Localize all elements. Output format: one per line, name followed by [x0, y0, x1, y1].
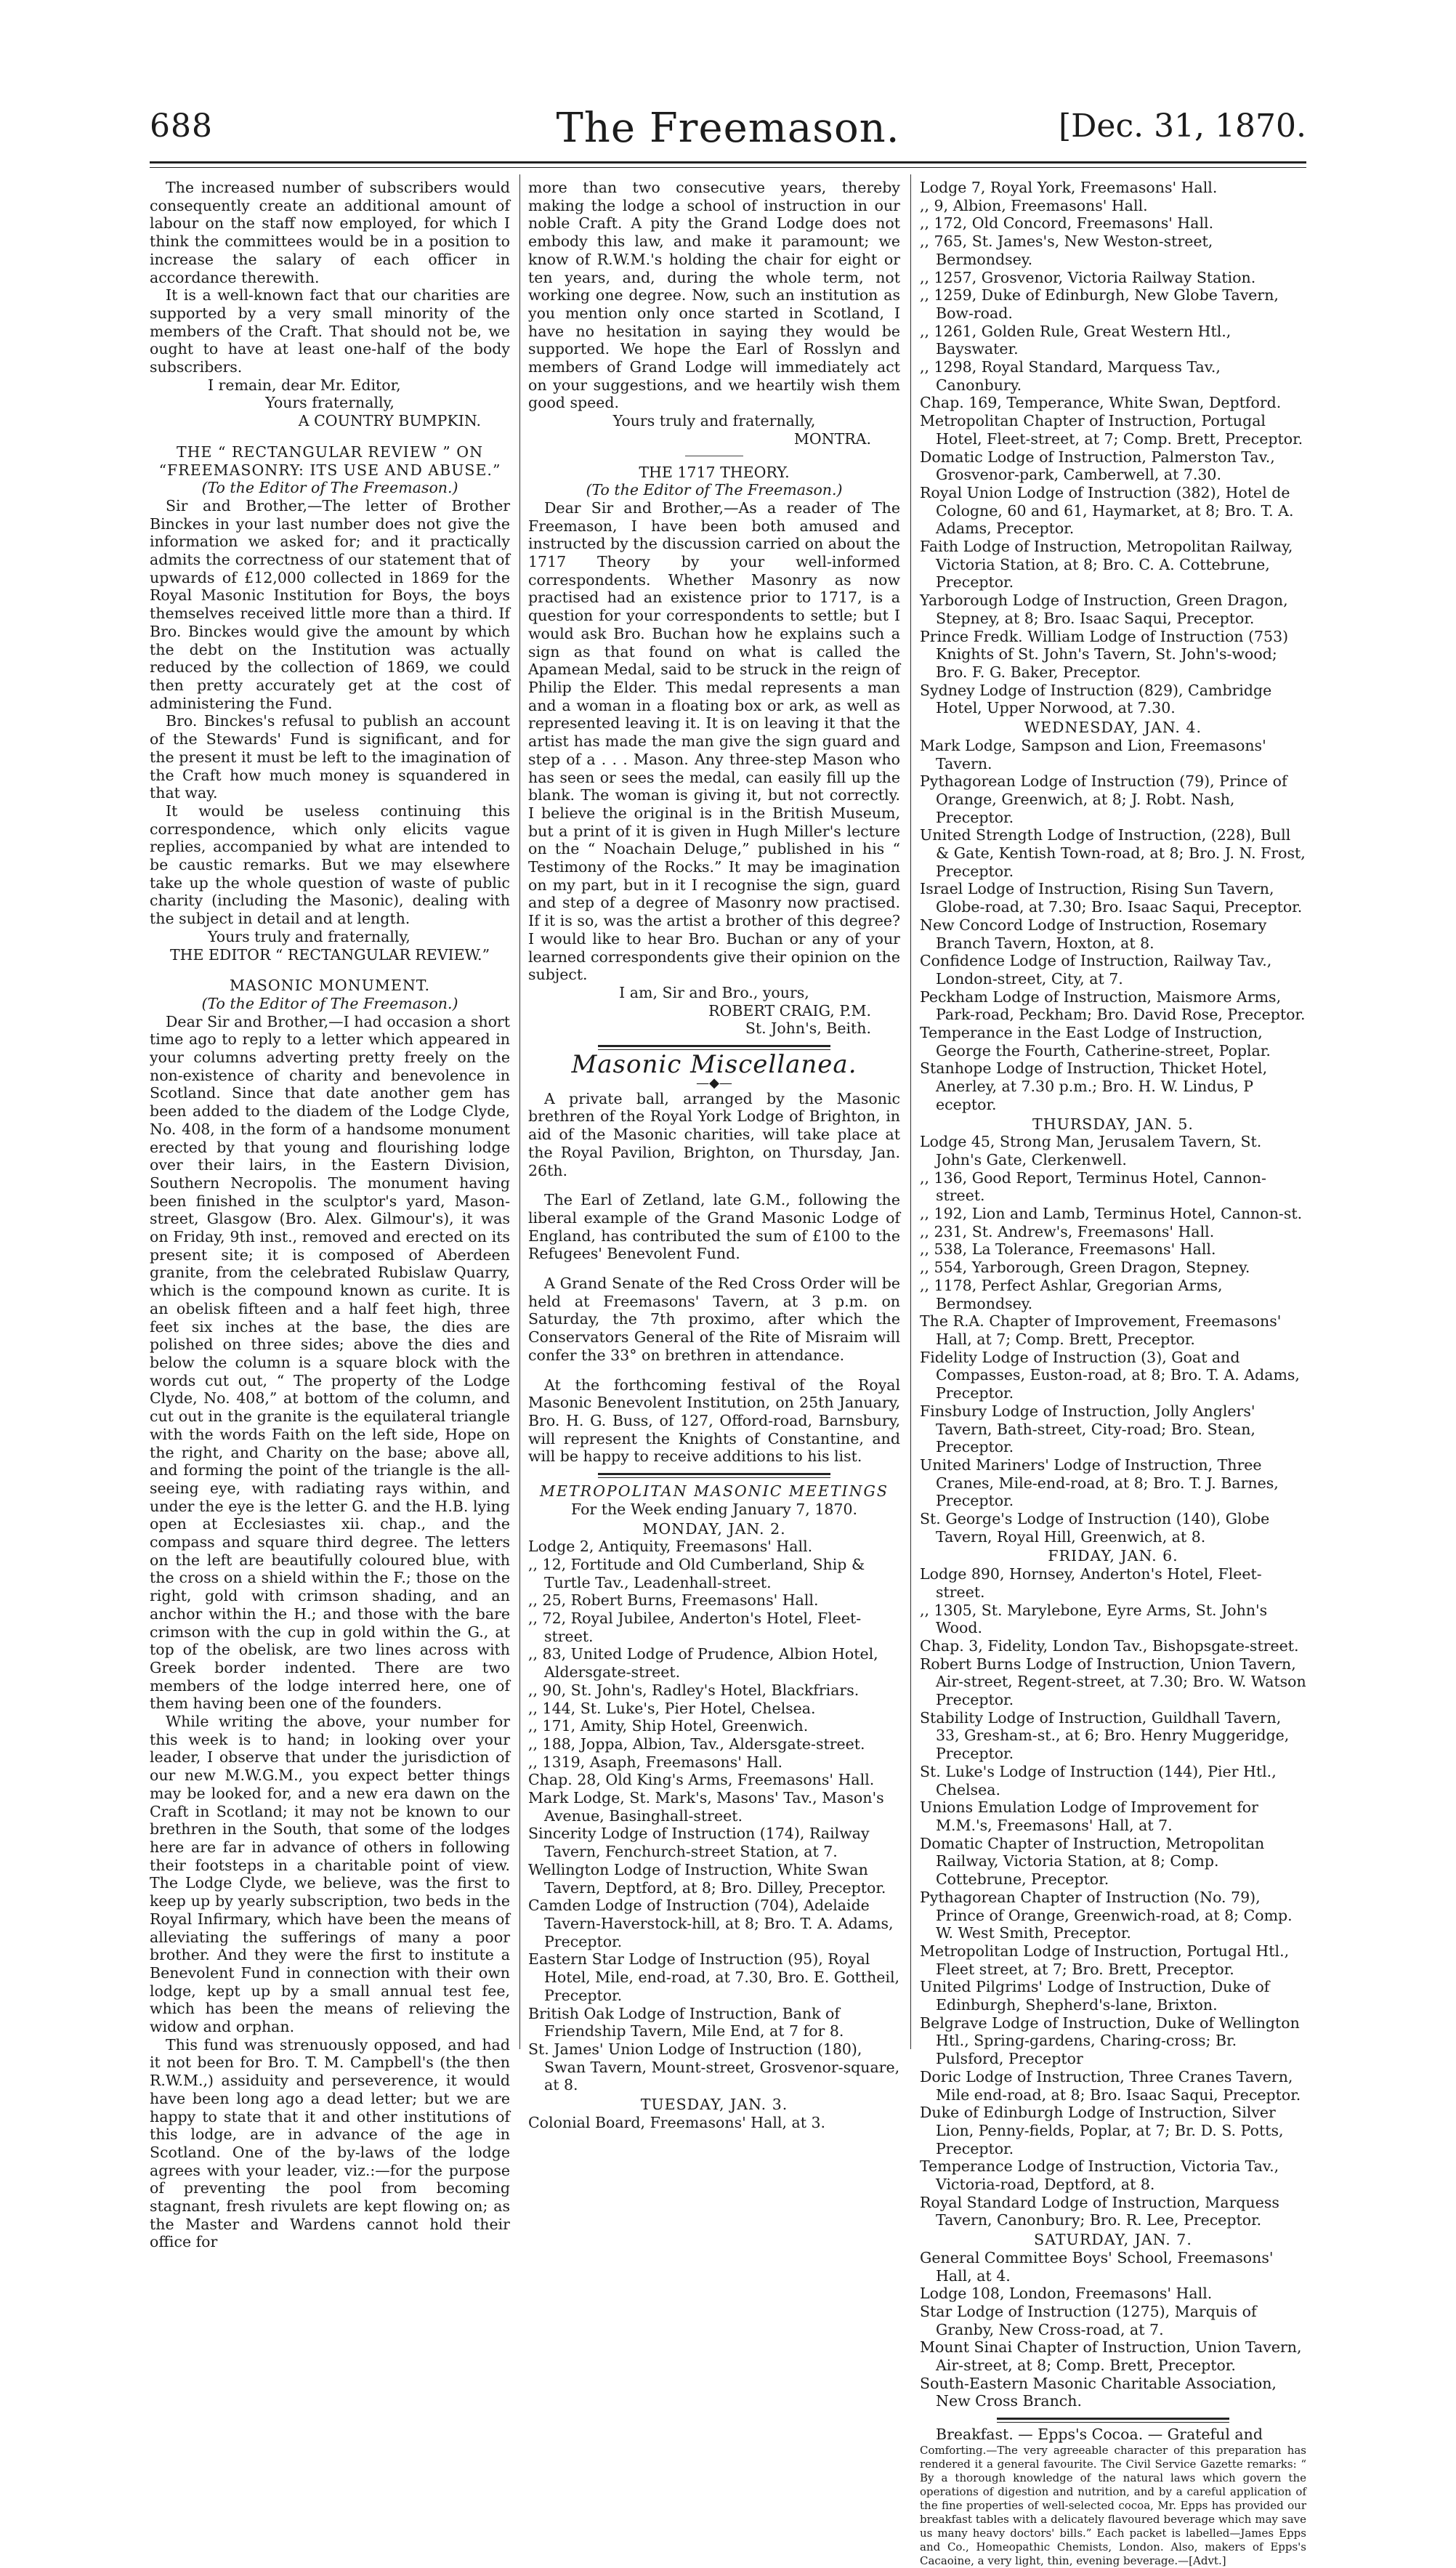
- meeting-entry: ,, 12, Fortitude and Old Cumberland, Ship & Turtle Tav., Leadenhall-street.: [528, 1555, 865, 1591]
- letter-signature: ROBERT CRAIG, P.M.: [708, 1001, 871, 1019]
- article-subheading: (To the Editor of The Freemason.): [201, 994, 458, 1012]
- meeting-entry: United Pilgrims' Lodge of Instruction, Duke of Edinburgh, Shepherd's-lane, Brixton.: [920, 1978, 1270, 2014]
- meeting-entry: ,, 1298, Royal Standard, Marquess Tav., Canonbury.: [920, 358, 1221, 394]
- letter-paragraph: more than two consecutive years, thereby making the lodge a school of instruction in our noble Craft. A pity the Grand Lodge does not embody this law, and make it paramount; we know of R.W.M.'s holding the chair for eight or ten years, and, during the whole term, not working one degree. Now, such an institution as you mention only once started in Scotland, I have no hesitation in saying they would be supported. We hope the Earl of Rosslyn and members of Grand Lodge will immediately act on your suggestions, and we heartily wish them good speed.: [528, 179, 900, 412]
- meeting-entry: ,, 192, Lion and Lamb, Terminus Hotel, Cannon-st.: [920, 1205, 1303, 1223]
- meeting-list: [920, 1133, 1306, 1546]
- letter-signoff: Yours truly and fraternally,: [612, 412, 816, 430]
- meeting-entry: ,, 172, Old Concord, Freemasons' Hall.: [920, 214, 1214, 233]
- meeting-entry: ,, 90, St. John's, Radley's Hotel, Blackfriars.: [528, 1681, 860, 1699]
- meeting-entry: ,, 1257, Grosvenor, Victoria Railway Station.: [920, 268, 1256, 286]
- meeting-entry: Sydney Lodge of Instruction (829), Cambridge Hotel, Upper Norwood, at 7.30.: [920, 681, 1272, 717]
- meeting-entry: Peckham Lodge of Instruction, Maismore Arms, Park-road, Peckham; Bro. David Rose, Preceptor.: [920, 988, 1306, 1024]
- article-heading: MASONIC MONUMENT.: [230, 977, 430, 995]
- masthead: [150, 105, 1306, 158]
- meeting-entry: Royal Standard Lodge of Instruction, Marquess Tavern, Canonbury; Bro. R. Lee, Preceptor.: [920, 2193, 1279, 2229]
- meeting-entry: Duke of Edinburgh Lodge of Instruction, Silver Lion, Penny-fields, Poplar, at 7; Br. D. S. Potts, Preceptor.: [920, 2104, 1284, 2157]
- meeting-entry: Temperance in the East Lodge of Instruction, George the Fourth, Catherine-street, Poplar.: [920, 1024, 1271, 1059]
- meeting-entry: ,, 83, United Lodge of Prudence, Albion Hotel, Aldersgate-street.: [528, 1645, 878, 1681]
- meeting-list: [920, 2249, 1306, 2410]
- meeting-entry: Faith Lodge of Instruction, Metropolitan Railway, Victoria Station, at 8; Bro. C. A. Cottebrune, Preceptor.: [920, 538, 1293, 591]
- meeting-entry: Sincerity Lodge of Instruction (174), Railway Tavern, Fenchurch-street Station, at 7.: [528, 1825, 870, 1861]
- issue-date: [Dec. 31, 1870.: [1058, 108, 1306, 145]
- newspaper-title: The Freemason.: [556, 105, 900, 152]
- meeting-list: [920, 737, 1306, 1114]
- meeting-entry: Stability Lodge of Instruction, Guildhall Tavern, 33, Gresham-st., at 6; Bro. Henry Muggeridge, Preceptor.: [920, 1708, 1290, 1763]
- meeting-entry: Mount Sinai Chapter of Instruction, Union Tavern, Air-street, at 8; Comp. Brett, Preceptor.: [920, 2338, 1302, 2375]
- letter-paragraph: The increased number of subscribers would consequently create an additional amount of labour on the staff now employed, for which I think the committees would be in a position to increase the salary of each officer in accordance therewith.: [150, 179, 510, 286]
- letter-signoff: I am, Sir and Bro., yours,: [619, 983, 809, 1001]
- meeting-entry: Wellington Lodge of Instruction, White Swan Tavern, Deptford, at 8; Bro. Dilley, Preceptor.: [528, 1860, 886, 1897]
- day-heading: THURSDAY, JAN. 5.: [1032, 1115, 1194, 1133]
- column-divider: [519, 174, 520, 2049]
- meeting-entry: St. James' Union Lodge of Instruction (180), Swan Tavern, Mount-street, Grosvenor-square, at 8.: [528, 2040, 900, 2094]
- column-divider: [910, 174, 911, 2049]
- meeting-entry: Lodge 2, Antiquity, Freemasons' Hall.: [528, 1538, 813, 1556]
- meeting-list: [920, 179, 1306, 717]
- meeting-entry: Israel Lodge of Instruction, Rising Sun Tavern, Globe-road, at 7.30; Bro. Isaac Saqui, Preceptor.: [920, 880, 1303, 916]
- meeting-entry: Lodge 7, Royal York, Freemasons' Hall.: [920, 179, 1218, 196]
- meeting-entry: ,, 72, Royal Jubilee, Anderton's Hotel, Fleet-street.: [528, 1610, 862, 1645]
- day-heading: TUESDAY, JAN. 3.: [640, 2096, 788, 2114]
- meeting-entry: Belgrave Lodge of Instruction, Duke of Wellington Htl., Spring-gardens, Charing-cross; Br. Pulsford, Preceptor: [920, 2014, 1300, 2068]
- day-heading: WEDNESDAY, JAN. 4.: [1024, 719, 1202, 737]
- letter-signoff: Yours fraternally,: [265, 394, 395, 412]
- meeting-entry: British Oak Lodge of Instruction, Bank of Friendship Tavern, Mile End, at 7 for 8.: [528, 2004, 844, 2040]
- meeting-entry: Confidence Lodge of Instruction, Railway Tav., London-street, City, at 7.: [920, 952, 1272, 988]
- meeting-entry: Lodge 890, Hornsey, Anderton's Hotel, Fleet-street.: [920, 1565, 1262, 1601]
- meeting-entry: Camden Lodge of Instruction (704), Adelaide Tavern-Haverstock-hill, at 8; Bro. T. A. Adams, Preceptor.: [528, 1897, 894, 1950]
- letter-signature: A COUNTRY BUMPKIN.: [298, 412, 481, 430]
- meeting-entry: ,, 1305, St. Marylebone, Eyre Arms, St. John's Wood.: [920, 1601, 1268, 1637]
- meeting-entry: St. Luke's Lodge of Instruction (144), Pier Htl., Chelsea.: [920, 1762, 1277, 1798]
- meeting-entry: ,, 25, Robert Burns, Freemasons' Hall.: [528, 1591, 819, 1610]
- meeting-entry: ,, 538, La Tolerance, Freemasons' Hall.: [920, 1240, 1216, 1259]
- meeting-entry: ,, 1261, Golden Rule, Great Western Htl., Bayswater.: [920, 322, 1231, 358]
- meeting-list: [528, 1538, 900, 2094]
- article-heading: THE 1717 THEORY.: [639, 463, 790, 481]
- meetings-heading: METROPOLITAN MASONIC MEETINGS: [540, 1482, 889, 1501]
- meeting-entry: Domatic Chapter of Instruction, Metropolitan Railway, Victoria Station, at 8; Comp. Cottebrune, Preceptor.: [920, 1834, 1265, 1889]
- masthead-rule-thin: [150, 167, 1306, 168]
- letter-paragraph: Dear Sir and Brother,—I had occasion a short time ago to reply to a letter which appeared in your columns adverting pretty freely on the non-existence of charity and benevolence in Scotland. Since that date another gem has been added to the diadem of the Lodge Clyde, No. 408, in the form of a handsome monument erected by that young and flourishing lodge over their lairs, in the Eastern Division, Southern Necropolis. The monument having been finished in the sculptor's yard, Mason-street, Glasgow (Bro. Alex. Gilmour's), it was on Friday, 9th inst., removed and erected on its present site; it is composed of Aberdeen granite, from the celebrated Rubislaw Quarry, which is the compound known as curite. It is an obelisk fifteen and a half feet high, three feet six inches at the base, the dies are polished on three sides; above the dies and below the column is a square block with the words cut out, “ The property of the Lodge Clyde, No. 408,” at bottom of the column, and cut out in the granite is the equilateral triangle with the words Faith on the left side, Hope on the right, and Charity on the base; above all, and forming the point of the triangle is the all-seeing eye, with radiating rays within, and under the eye is the letter G. and the H.B. lying open at Ecclesiastes xii. chap., and the compass and square third degree. The letters on the left are beautifully coloured blue, with the cross on a shield within the F.; those on the right, gold with crimson shading, and an anchor within the H.; and those with the bare crimson with the cup in gold within the G., at top of the obelisk, are two lines across with Greek border indented. There are two members of the lodge interred here, one of them having been one of the founders.: [150, 1012, 510, 1713]
- meeting-entry: Star Lodge of Instruction (1275), Marquis of Granby, New Cross-road, at 7.: [920, 2302, 1257, 2338]
- letter-signoff: I remain, dear Mr. Editor,: [208, 376, 401, 394]
- meeting-entry: ,, 554, Yarborough, Green Dragon, Stepney.: [920, 1259, 1250, 1277]
- news-paragraph: A Grand Senate of the Red Cross Order will be held at Freemasons' Tavern, at 3 p.m. on Saturday, the 7th proximo, after which the Conservators General of the Rite of Misraim will confer the 33° on brethren in attendance.: [528, 1275, 900, 1364]
- letter-signature: THE EDITOR “ RECTANGULAR REVIEW.”: [169, 945, 490, 964]
- meeting-entry: Mark Lodge, St. Mark's, Masons' Tav., Mason's Avenue, Basinghall-street.: [528, 1789, 884, 1825]
- advertisement-lead: Breakfast. — Epps's Cocoa. — Grateful and: [936, 2426, 1263, 2444]
- ornament-divider: —◆—: [696, 1075, 732, 1091]
- meetings-subheading: For the Week ending January 7, 1870.: [570, 1500, 858, 1518]
- letter-paragraph: Sir and Brother,—The letter of Brother Binckes in your last number does not give the information we asked for; and it practically admits the correctness of our statement that of upwards of £12,000 collected in 1869 for the Royal Masonic Institution for Boys, the boys themselves received little more than a third. If Bro. Binckes would give the amount by which the debt on the Institution was actually reduced by the collection of 1869, we could then pretty accurately get at the cost of administering the Fund.: [150, 496, 510, 712]
- meeting-entry: Domatic Lodge of Instruction, Palmerston Tav., Grosvenor-park, Camberwell, at 7.30.: [920, 448, 1275, 484]
- meeting-entry: Eastern Star Lodge of Instruction (95), Royal Hotel, Mile, end-road, at 7.30, Bro. E. Gottheil, Preceptor.: [528, 1950, 900, 2004]
- advertisement-body: Comforting.—The very agreeable character of this preparation has rendered it a general favourite. The Civil Service Gazette remarks: “ By a thorough knowledge of the natural laws which govern the operations of digestion and nutrition, and by a careful application of the fine properties of well-selected cocoa, Mr. Epps has provided our breakfast tables with a delicately flavoured beverage which may save us many heavy doctors' bills.” Each packet is labelled—James Epps and Co., Homeopathic Chemists, London. Also, makers of Epps's Cacaoine, a very light, thin, evening beverage.—[Advt.]: [920, 2443, 1306, 2567]
- news-paragraph: A private ball, arranged by the Masonic brethren of the Royal York Lodge of Brighton, in aid of the Masonic charities, will take place at the Royal Pavilion, Brighton, on Thursday, Jan. 26th.: [528, 1089, 900, 1179]
- meeting-entry: ,, 1319, Asaph, Freemasons' Hall.: [528, 1753, 783, 1771]
- column-1: [150, 179, 510, 2251]
- meeting-entry: New Concord Lodge of Instruction, Rosemary Branch Tavern, Hoxton, at 8.: [920, 916, 1267, 952]
- meeting-entry: ,, 231, St. Andrew's, Freemasons' Hall.: [920, 1222, 1215, 1240]
- meeting-list: [920, 1565, 1306, 2229]
- day-heading: MONDAY, JAN. 2.: [642, 1519, 786, 1538]
- article-subheading: (To the Editor of The Freemason.): [201, 479, 458, 497]
- meeting-entry: Royal Union Lodge of Instruction (382), Hotel de Cologne, 60 and 61, Haymarket, at 8; Bro. T. A. Adams, Preceptor.: [920, 483, 1294, 538]
- meeting-entry: Robert Burns Lodge of Instruction, Union Tavern, Air-street, Regent-street, at 7.30; Bro. W. Watson Preceptor.: [920, 1655, 1306, 1709]
- meeting-entry: Pythagorean Lodge of Instruction (79), Prince of Orange, Greenwich, at 8; J. Robt. Nash, Preceptor.: [920, 772, 1287, 826]
- article-heading: THE “ RECTANGULAR REVIEW ” ON “FREEMASONRY: ITS USE AND ABUSE.”: [158, 443, 501, 479]
- column-2: [528, 179, 900, 2131]
- meeting-entry: United Strength Lodge of Instruction, (228), Bull & Gate, Kentish Town-road, at 8; Bro. J. N. Frost, Preceptor.: [920, 826, 1306, 880]
- meeting-entry: Pythagorean Chapter of Instruction (No. 79), Prince of Orange, Greenwich-road, at 8; Comp. W. West Smith, Preceptor.: [920, 1888, 1293, 1942]
- meeting-entry: Lodge 108, London, Freemasons' Hall.: [920, 2285, 1213, 2303]
- letter-paragraph: Dear Sir and Brother,—As a reader of The Freemason, I have been both amused and instructed by the discussion carried on about the 1717 Theory by your well-informed correspondents. Whether Masonry as now practised had an existence prior to 1717, is a question for your correspondents to settle; but I would ask Bro. Buchan how he explains such a sign as that found on what is called the Apamean Medal, said to be struck in the reign of Philip the Elder. This medal represents a man and a woman in a floating box or ark, as well as represented leaving it. It is on leaving it that the artist has made the man give the sign guard and step of a . . . Mason. Any three-step Mason who has seen or sees the medal, can easily fill up the blank. The woman is giving it, but not correctly. I believe the original is in the British Museum, but a print of it is given in Hugh Miller's lecture on the “ Noachain Deluge,” published in his “ Testimony of the Rocks.” It may be imagination on my part, but in it I recognise the sign, guard and step of a degree of Masonry now practised. If it is so, was the artist a brother of this degree? I would like to hear Bro. Buchan or any of your learned correspondents give their opinion on the subject.: [528, 498, 900, 984]
- masthead-rule-thick: [150, 161, 1306, 163]
- meeting-entry: Mark Lodge, Sampson and Lion, Freemasons' Tavern.: [920, 736, 1266, 772]
- meeting-entry: ,, 136, Good Report, Terminus Hotel, Cannon-street.: [920, 1168, 1266, 1205]
- meeting-entry: ,, 144, St. Luke's, Pier Hotel, Chelsea.: [528, 1699, 816, 1717]
- meeting-entry: Stanhope Lodge of Instruction, Thicket Hotel, Anerley, at 7.30 p.m.; Bro. H. W. Lindus, P eceptor.: [920, 1059, 1268, 1113]
- meeting-entry: General Committee Boys' School, Freemasons' Hall, at 4.: [920, 2248, 1274, 2285]
- letter-paragraph: It would be useless continuing this correspondence, which only elicits vague replies, accompanied by what are intended to be caustic remarks. But we may elsewhere take up the whole question of waste of public charity (including the Masonic), dealing with the subject in detail and at length.: [150, 802, 510, 928]
- meeting-entry: St. George's Lodge of Instruction (140), Globe Tavern, Royal Hill, Greenwich, at 8.: [920, 1510, 1270, 1546]
- meeting-entry: South-Eastern Masonic Charitable Association, New Cross Branch.: [920, 2374, 1277, 2410]
- meeting-entry: Colonial Board, Freemasons' Hall, at 3.: [528, 2113, 826, 2131]
- letter-signoff: Yours truly and fraternally,: [208, 927, 410, 945]
- day-heading: FRIDAY, JAN. 6.: [1048, 1547, 1178, 1565]
- column-3: [920, 179, 1306, 2568]
- meeting-entry: ,, 9, Albion, Freemasons' Hall.: [920, 196, 1148, 214]
- article-subheading: (To the Editor of The Freemason.): [586, 481, 843, 499]
- meeting-entry: Chap. 28, Old King's Arms, Freemasons' Hall.: [528, 1771, 875, 1789]
- meeting-entry: Finsbury Lodge of Instruction, Jolly Anglers' Tavern, Bath-street, City-road; Bro. Stean, Preceptor.: [920, 1402, 1255, 1456]
- news-paragraph: At the forthcoming festival of the Royal Masonic Benevolent Institution, on 25th January, Bro. H. G. Buss, of 127, Offord-road, Barnsbury, will represent the Knights of Constantine, and will be happy to receive additions to his list.: [528, 1376, 900, 1466]
- meeting-entry: ,, 171, Amity, Ship Hotel, Greenwich.: [528, 1717, 809, 1735]
- meeting-entry: Lodge 45, Strong Man, Jerusalem Tavern, St. John's Gate, Clerkenwell.: [920, 1133, 1262, 1168]
- meeting-entry: Unions Emulation Lodge of Improvement for M.M.'s, Freemasons' Hall, at 7.: [920, 1798, 1258, 1834]
- letter-signature: MONTRA.: [793, 429, 871, 448]
- meeting-entry: ,, 188, Joppa, Albion, Tav., Aldersgate-street.: [528, 1735, 865, 1753]
- news-paragraph: The Earl of Zetland, late G.M., following the liberal example of the Grand Masonic Lodge of England, has contributed the sum of £100 to the Refugees' Benevolent Fund.: [528, 1191, 900, 1263]
- section-rule: [598, 1045, 830, 1050]
- meeting-entry: ,, 1178, Perfect Ashlar, Gregorian Arms, Bermondsey.: [920, 1276, 1223, 1312]
- meeting-entry: Chap. 169, Temperance, White Swan, Deptford.: [920, 394, 1282, 412]
- day-heading: SATURDAY, JAN. 7.: [1034, 2231, 1192, 2249]
- letter-paragraph: While writing the above, your number for this week is to hand; in looking over your leader, I observe that under the jurisdiction of our new M.W.G.M., you expect better things may be looked for, and a new era dawn on the Craft in Scotland; it may not be known to our brethren in the South, that some of the lodges here are far in advance of others in following their footsteps in a charitable point of view. The Lodge Clyde, we believe, was the first to keep up by yearly subscription, two beds in the Royal Infirmary, which have been the means of alleviating the sufferings of many a poor brother. And they were the first to institute a Benevolent Fund in connection with their own lodge, kept up by a small annual test fee, which has been the means of relieving the widow and orphan.: [150, 1713, 510, 2036]
- meeting-entry: The R.A. Chapter of Improvement, Freemasons' Hall, at 7; Comp. Brett, Preceptor.: [920, 1312, 1282, 1348]
- section-rule: [997, 2418, 1229, 2423]
- meeting-entry: United Mariners' Lodge of Instruction, Three Cranes, Mile-end-road, at 8; Bro. T. J. Barnes, Preceptor.: [920, 1455, 1279, 1510]
- meeting-entry: Chap. 3, Fidelity, London Tav., Bishopsgate-street.: [920, 1636, 1299, 1655]
- section-heading: Masonic Miscellanea.: [571, 1050, 857, 1080]
- letter-paragraph: Bro. Binckes's refusal to publish an account of the Stewards' Fund is significant, and for the present it must be left to the imagination of the Craft how much money is squandered in that way.: [150, 712, 510, 802]
- meeting-entry: Prince Fredk. William Lodge of Instruction (753) Knights of St. John's Tavern, St. John's-wood; Bro. F. G. Baker, Preceptor.: [920, 627, 1289, 681]
- meeting-entry: Metropolitan Chapter of Instruction, Portugal Hotel, Fleet-street, at 7; Comp. Brett, Preceptor.: [920, 412, 1303, 448]
- meeting-entry: ,, 1259, Duke of Edinburgh, New Globe Tavern, Bow-road.: [920, 286, 1279, 322]
- page-number: 688: [150, 108, 213, 145]
- letter-paragraph: It is a well-known fact that our charities are supported by a very small minority of the members of the Craft. That should not be, we ought to have at least one-half of the body subscribers.: [150, 286, 510, 376]
- letter-paragraph: This fund was strenuously opposed, and had it not been for Bro. T. M. Campbell's (the then R.W.M.,) assiduity and perseverence, it would have been long ago a dead letter; but we are happy to state that it and other institutions of this lodge, are in advance of the age in Scotland. One of the by-laws of the lodge agrees with your leader, viz.:—for the purpose of preventing the pool from becoming stagnant, fresh rivulets are kept flowing on; as the Master and Wardens cannot hold their office for: [150, 2035, 510, 2251]
- meeting-entry: Yarborough Lodge of Instruction, Green Dragon, Stepney, at 8; Bro. Isaac Saqui, Preceptor.: [920, 591, 1288, 627]
- meeting-entry: Doric Lodge of Instruction, Three Cranes Tavern, Mile end-road, at 8; Bro. Isaac Saqui, Preceptor.: [920, 2067, 1301, 2104]
- letter-signature-place: St. John's, Beith.: [745, 1019, 871, 1038]
- meeting-entry: ,, 765, St. James's, New Weston-street, Bermondsey.: [920, 233, 1213, 268]
- meeting-entry: Fidelity Lodge of Instruction (3), Goat and Compasses, Euston-road, at 8; Bro. T. A. Adams, Preceptor.: [920, 1348, 1300, 1402]
- section-rule: [598, 1473, 830, 1478]
- meeting-entry: Metropolitan Lodge of Instruction, Portugal Htl., Fleet street, at 7; Bro. Brett, Preceptor.: [920, 1942, 1290, 1978]
- meeting-entry: Temperance Lodge of Instruction, Victoria Tav., Victoria-road, Deptford, at 8.: [920, 2157, 1279, 2194]
